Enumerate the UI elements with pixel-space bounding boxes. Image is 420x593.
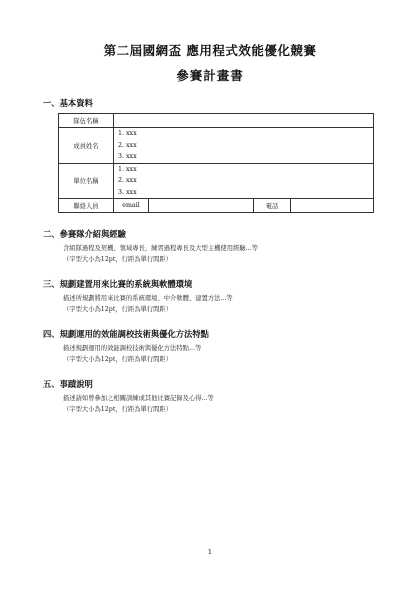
- section-4-body: [63, 343, 201, 365]
- body-line: （字型大小為12pt，行距為單行間距）: [63, 356, 173, 363]
- member-item: 2. xxx: [118, 141, 137, 149]
- section-2-heading: 二、參賽隊介紹與經驗: [43, 229, 126, 239]
- body-line: 含組隊過程及契機、領域專長、練習過程專長及大型主機使用經驗...等: [63, 245, 258, 252]
- body-line: （字型大小為12pt，行距為單行間距）: [63, 256, 173, 263]
- team-name-value: [114, 114, 374, 128]
- team-name-label: 隊伍名稱: [59, 114, 114, 128]
- section-2-body: [63, 243, 258, 265]
- section-1-heading: 一、基本資料: [43, 98, 93, 108]
- section-5-heading: 五、事蹟說明: [43, 379, 93, 389]
- members-value: [114, 128, 374, 164]
- unit-item: 2. xxx: [118, 177, 137, 184]
- members-label: 成員姓名: [59, 128, 114, 164]
- unit-item: 3. xxx: [118, 188, 137, 196]
- unit-item: 1. xxx: [118, 165, 137, 173]
- body-line: 描述請如曾參加之相關訓練或其他比賽記錄及心得...等: [63, 395, 214, 402]
- table-row: [59, 163, 374, 199]
- section-3-heading: 三、規劃建置用來比賽的系統與軟體環境: [43, 279, 193, 289]
- phone-label: 電話: [254, 199, 291, 213]
- table-row: [59, 128, 374, 164]
- body-line: 描述規劃運用的效能調校技術與優化方法特點...等: [63, 345, 202, 352]
- body-line: （字型大小為12pt，行距為單行間距）: [63, 306, 173, 313]
- body-line: 描述所規劃將用來比賽的系統環境、中介軟體、建置方法...等: [63, 295, 233, 302]
- table-row: [59, 114, 374, 128]
- member-item: 3. xxx: [118, 153, 137, 160]
- units-value: [114, 163, 374, 199]
- email-label: email: [114, 199, 149, 213]
- basic-info-table: [58, 113, 374, 213]
- phone-value: [291, 199, 374, 213]
- document-title: 第二屆國網盃 應用程式效能優化競賽: [103, 43, 317, 58]
- section-3-body: [63, 293, 233, 315]
- page-number: 1: [207, 548, 213, 556]
- units-label: 單位名稱: [59, 163, 114, 199]
- member-item: 1. xxx: [118, 130, 137, 137]
- body-line: （字型大小為12pt，行距為單行間距）: [63, 406, 173, 413]
- section-4-heading: 四、規劃運用的效能調校技術與優化方法特點: [43, 329, 209, 339]
- email-value: [149, 199, 254, 213]
- document-subtitle: 參賽計畫書: [176, 68, 244, 83]
- section-5-body: [63, 393, 214, 415]
- contact-label: 聯絡人員: [59, 199, 114, 213]
- table-row: [59, 199, 374, 213]
